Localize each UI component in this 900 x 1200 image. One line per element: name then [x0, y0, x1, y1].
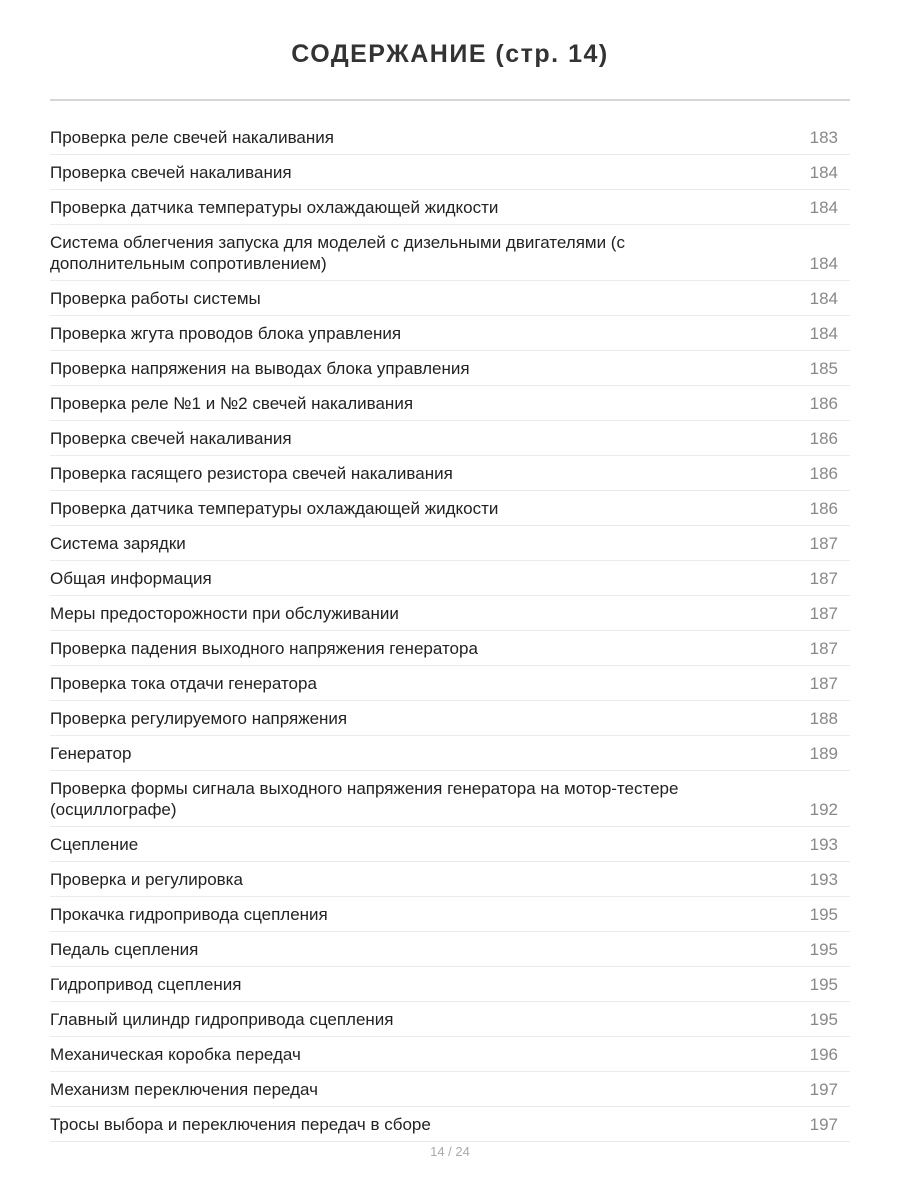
toc-entry[interactable]: [50, 736, 850, 771]
toc-entry-page-number: 195: [809, 940, 838, 959]
toc-entry-title: Гидропривод сцепления: [50, 975, 242, 994]
toc-entry-page-number: 186: [809, 499, 838, 518]
toc-entry-title: Система облегчения запуска для моделей с дизельными двигателями (с дополнительным сопротивлением): [50, 233, 625, 273]
toc-entry-title: Проверка падения выходного напряжения генератора: [50, 639, 478, 658]
toc-entry[interactable]: [50, 967, 850, 1002]
toc-entry[interactable]: [50, 281, 850, 316]
toc-entry-page-number: 183: [809, 128, 838, 147]
page-indicator: 14 / 24: [430, 1144, 470, 1159]
toc-entry-title: Проверка тока отдачи генератора: [50, 674, 317, 693]
toc-entry-page-number: 195: [809, 975, 838, 994]
toc-entry-title: Система зарядки: [50, 534, 186, 553]
toc-entry-title: Педаль сцепления: [50, 940, 199, 959]
toc-entry[interactable]: [50, 456, 850, 491]
toc-entry-title: Проверка реле №1 и №2 свечей накаливания: [50, 394, 414, 413]
toc-entry-title: Проверка работы системы: [50, 289, 261, 308]
toc-entry[interactable]: [50, 386, 850, 421]
toc-entry-page-number: 186: [809, 464, 838, 483]
table-of-contents: [50, 120, 850, 1142]
toc-entry-page-number: 184: [809, 289, 838, 308]
toc-entry-title: Проверка жгута проводов блока управления: [50, 324, 402, 343]
toc-entry-title: Проверка свечей накаливания: [50, 163, 292, 182]
toc-entry-title: Проверка формы сигнала выходного напряжения генератора на мотор-тестере (осциллографе): [50, 779, 679, 819]
toc-entry-page-number: 193: [809, 870, 838, 889]
toc-entry-title: Механизм переключения передач: [50, 1080, 318, 1099]
toc-entry-title: Генератор: [50, 744, 132, 763]
toc-entry-page-number: 186: [809, 394, 838, 413]
toc-entry[interactable]: [50, 771, 850, 827]
toc-entry[interactable]: [50, 316, 850, 351]
toc-entry[interactable]: [50, 932, 850, 967]
toc-entry-page-number: 195: [809, 1010, 838, 1029]
toc-entry[interactable]: [50, 120, 850, 155]
toc-entry-page-number: 187: [809, 674, 838, 693]
toc-entry-title: Проверка регулируемого напряжения: [50, 709, 348, 728]
toc-entry[interactable]: [50, 421, 850, 456]
toc-entry-title: Проверка напряжения на выводах блока управления: [50, 359, 470, 378]
toc-entry-title: Проверка датчика температуры охлаждающей жидкости: [50, 499, 499, 518]
toc-entry[interactable]: [50, 862, 850, 897]
toc-entry-page-number: 184: [809, 198, 838, 217]
toc-entry-page-number: 187: [809, 604, 838, 623]
toc-entry-page-number: 187: [809, 569, 838, 588]
toc-entry-title: Главный цилиндр гидропривода сцепления: [50, 1010, 394, 1029]
toc-entry[interactable]: [50, 631, 850, 666]
toc-entry[interactable]: [50, 1072, 850, 1107]
toc-entry-title: Общая информация: [50, 569, 212, 588]
toc-entry[interactable]: [50, 561, 850, 596]
toc-entry-title: Проверка и регулировка: [50, 870, 243, 889]
toc-entry[interactable]: [50, 155, 850, 190]
toc-entry-title: Тросы выбора и переключения передач в сборе: [50, 1115, 431, 1134]
toc-entry[interactable]: [50, 351, 850, 386]
toc-entry-page-number: 197: [809, 1080, 838, 1099]
toc-entry-page-number: 184: [809, 324, 838, 343]
toc-entry-title: Сцепление: [50, 835, 139, 854]
toc-entry-page-number: 192: [809, 800, 838, 819]
toc-entry-title: Проверка гасящего резистора свечей накаливания: [50, 464, 453, 483]
toc-entry[interactable]: [50, 666, 850, 701]
toc-entry-title: Прокачка гидропривода сцепления: [50, 905, 328, 924]
toc-entry-title: Меры предосторожности при обслуживании: [50, 604, 399, 623]
toc-entry-page-number: 193: [809, 835, 838, 854]
toc-entry-title: Проверка свечей накаливания: [50, 429, 292, 448]
toc-entry-page-number: 186: [809, 429, 838, 448]
toc-entry[interactable]: [50, 190, 850, 225]
toc-entry[interactable]: [50, 1002, 850, 1037]
toc-entry[interactable]: [50, 827, 850, 862]
toc-entry[interactable]: [50, 526, 850, 561]
toc-entry[interactable]: [50, 701, 850, 736]
toc-entry-page-number: 185: [809, 359, 838, 378]
toc-entry-page-number: 184: [809, 254, 838, 273]
toc-entry[interactable]: [50, 897, 850, 932]
toc-entry[interactable]: [50, 225, 850, 281]
toc-entry-page-number: 196: [809, 1045, 838, 1064]
toc-entry-title: Проверка датчика температуры охлаждающей жидкости: [50, 198, 499, 217]
toc-entry-title: Проверка реле свечей накаливания: [50, 128, 334, 147]
toc-entry-page-number: 188: [809, 709, 838, 728]
toc-entry[interactable]: [50, 1037, 850, 1072]
toc-entry-page-number: 187: [809, 639, 838, 658]
toc-entry[interactable]: [50, 491, 850, 526]
page-title: СОДЕРЖАНИЕ (стр. 14): [291, 40, 609, 68]
toc-entry[interactable]: [50, 596, 850, 631]
toc-entry[interactable]: [50, 1107, 850, 1142]
toc-entry-title: Механическая коробка передач: [50, 1045, 301, 1064]
toc-entry-page-number: 189: [809, 744, 838, 763]
toc-entry-page-number: 184: [809, 163, 838, 182]
title-divider: [50, 99, 850, 101]
toc-entry-page-number: 187: [809, 534, 838, 553]
toc-entry-page-number: 197: [809, 1115, 838, 1134]
toc-entry-page-number: 195: [809, 905, 838, 924]
